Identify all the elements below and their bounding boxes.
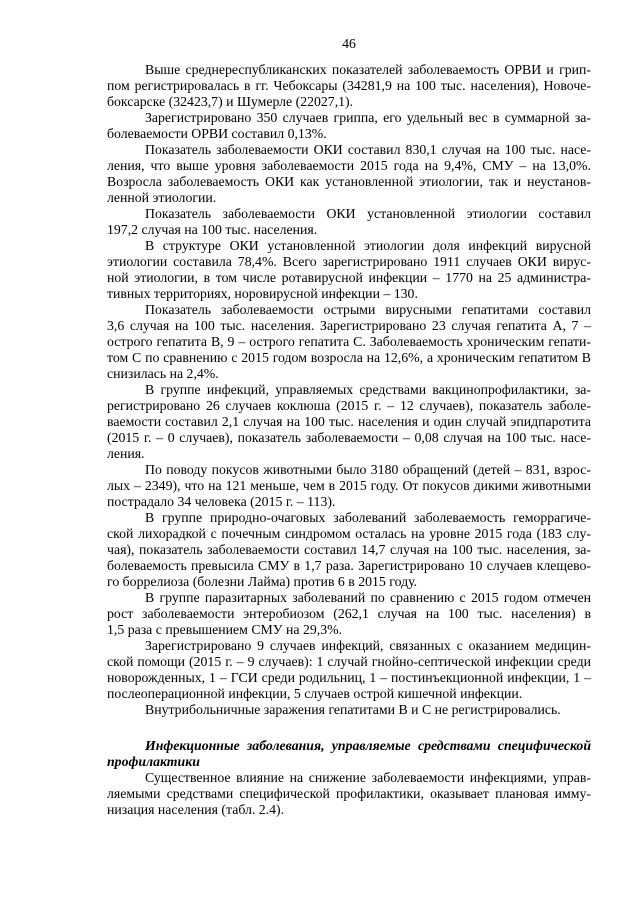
body-text <box>107 62 591 718</box>
text-line: 197,2 случая на 100 тыс. населения. <box>107 222 318 237</box>
text-line: регистрировано 26 случаев коклюша (2015 г. – 12 случаев), показатель заболе- <box>107 398 591 413</box>
page-number: 46 <box>342 36 356 51</box>
paragraph <box>107 510 591 590</box>
paragraph <box>107 638 591 702</box>
text-line: В группе инфекций, управляемых средствами вакцинопрофилактики, за- <box>145 382 591 397</box>
paragraph <box>107 382 591 462</box>
text-line: ской лихорадкой с почечным синдромом осталась на уровне 2015 года (183 слу- <box>107 526 591 541</box>
text-line: острого гепатита В, 9 – острого гепатита С. Заболеваемость хроническим гепати- <box>107 334 591 349</box>
section-text <box>107 770 591 818</box>
text-line: ской помощи (2015 г. – 9 случаев): 1 случай гнойно-септической инфекции среди <box>107 654 591 669</box>
text-line: (2015 г. – 0 случаев), показатель заболеваемости – 0,08 случая на 100 тыс. насе- <box>107 430 591 445</box>
text-line: послеоперационной инфекции, 5 случаев острой кишечной инфекции. <box>107 686 523 701</box>
paragraph <box>107 206 591 238</box>
text-line: болеваемость превысила СМУ в 1,7 раза. Зарегистрировано 10 случаев клещево- <box>107 558 591 573</box>
paragraph <box>107 770 591 818</box>
paragraph <box>107 590 591 638</box>
text-line: ной этиологии, в том числе ротавирусной инфекции – 1770 на 25 администра- <box>107 270 591 285</box>
paragraph <box>107 462 591 510</box>
text-line: низация населения (табл. 2.4). <box>107 802 285 817</box>
paragraph <box>107 62 591 110</box>
text-line: Показатель заболеваемости ОКИ составил 830,1 случая на 100 тыс. насе- <box>145 142 591 157</box>
paragraph <box>107 702 591 718</box>
paragraph <box>107 302 591 382</box>
section-heading <box>107 738 591 770</box>
text-line: Существенное влияние на снижение заболеваемости инфекциями, управ- <box>145 770 591 785</box>
text-line: Показатель заболеваемости ОКИ установленной этиологии составил <box>145 206 591 221</box>
text-line: Показатель заболеваемости острыми вирусными гепатитами составил <box>145 302 591 317</box>
text-line: чая), показатель заболеваемости составил 14,7 случая на 100 тыс. населения, за- <box>107 542 591 557</box>
text-line: ления. <box>107 446 145 461</box>
text-line: Выше среднереспубликанских показателей заболеваемость ОРВИ и грип- <box>145 62 591 77</box>
text-line: Зарегистрировано 350 случаев гриппа, его удельный вес в суммарной за- <box>145 110 591 125</box>
text-line: 1,5 раза с превышением СМУ на 29,3%. <box>107 622 343 637</box>
text-line: Зарегистрировано 9 случаев инфекций, связанных с оказанием медицин- <box>145 638 591 653</box>
text-line: По поводу покусов животными было 3180 обращений (детей – 831, взрос- <box>145 462 591 477</box>
text-line: новорожденных, 1 – ГСИ среди родильниц, 1 – постинъекционной инфекции, 1 – <box>107 670 591 685</box>
text-line: профилактики <box>107 754 200 769</box>
text-line: рост заболеваемости энтеробиозом (262,1 случая на 100 тыс. населения) в <box>107 606 591 621</box>
text-line: Внутрибольничные заражения гепатитами В и С не регистрировались. <box>145 702 561 717</box>
text-line: пострадало 34 человека (2015 г. – 113). <box>107 494 336 509</box>
text-line: Инфекционные заболевания, управляемые средствами специфической <box>145 738 591 753</box>
text-line: го боррелиоза (болезни Лайма) против 6 в 2015 году. <box>107 574 418 589</box>
text-line: тивных территориях, норовирусной инфекции – 130. <box>107 286 418 301</box>
text-line: В структуре ОКИ установленной этиологии доля инфекций вирусной <box>145 238 591 253</box>
paragraph <box>107 238 591 302</box>
text-line: этиологии составила 78,4%. Всего зарегистрировано 1911 случаев ОКИ вирус- <box>107 254 591 269</box>
text-line: В группе природно-очаговых заболеваний заболеваемость геморрагиче- <box>145 510 591 525</box>
text-line: лых – 2349), что на 121 меньше, чем в 2015 году. От покусов дикими животными <box>107 478 591 493</box>
text-line: ваемости составил 2,1 случая на 100 тыс. населения и один случай эпидпаротита <box>107 414 591 429</box>
paragraph <box>107 110 591 142</box>
text-line: ляемыми средствами специфической профилактики, оказывает плановая имму- <box>107 786 591 801</box>
text-line: болеваемости ОРВИ составил 0,13%. <box>107 126 327 141</box>
text-line: ления, что выше уровня заболеваемости 2015 года на 9,4%, СМУ – на 13,0%. <box>107 158 591 173</box>
text-line: пом регистрировалась в гг. Чебоксары (34281,9 на 100 тыс. населения), Новоче- <box>107 78 591 93</box>
text-line: том С по сравнению с 2015 годом возросла на 12,6%, а хроническим гепатитом В <box>107 350 591 365</box>
text-line: боксарске (32423,7) и Шумерле (22027,1). <box>107 94 354 109</box>
text-line: 3,6 случая на 100 тыс. населения. Зарегистрировано 23 случая гепатита А, 7 – <box>107 318 591 333</box>
text-line: ленной этиологии. <box>107 190 217 205</box>
paragraph <box>107 142 591 206</box>
section <box>107 738 591 818</box>
text-line: В группе паразитарных заболеваний по сравнению с 2015 годом отмечен <box>145 590 591 605</box>
text-line: снизилась на 2,4%. <box>107 366 219 381</box>
text-line: Возросла заболеваемость ОКИ как установленной этиологии, так и неустанов- <box>107 174 591 189</box>
